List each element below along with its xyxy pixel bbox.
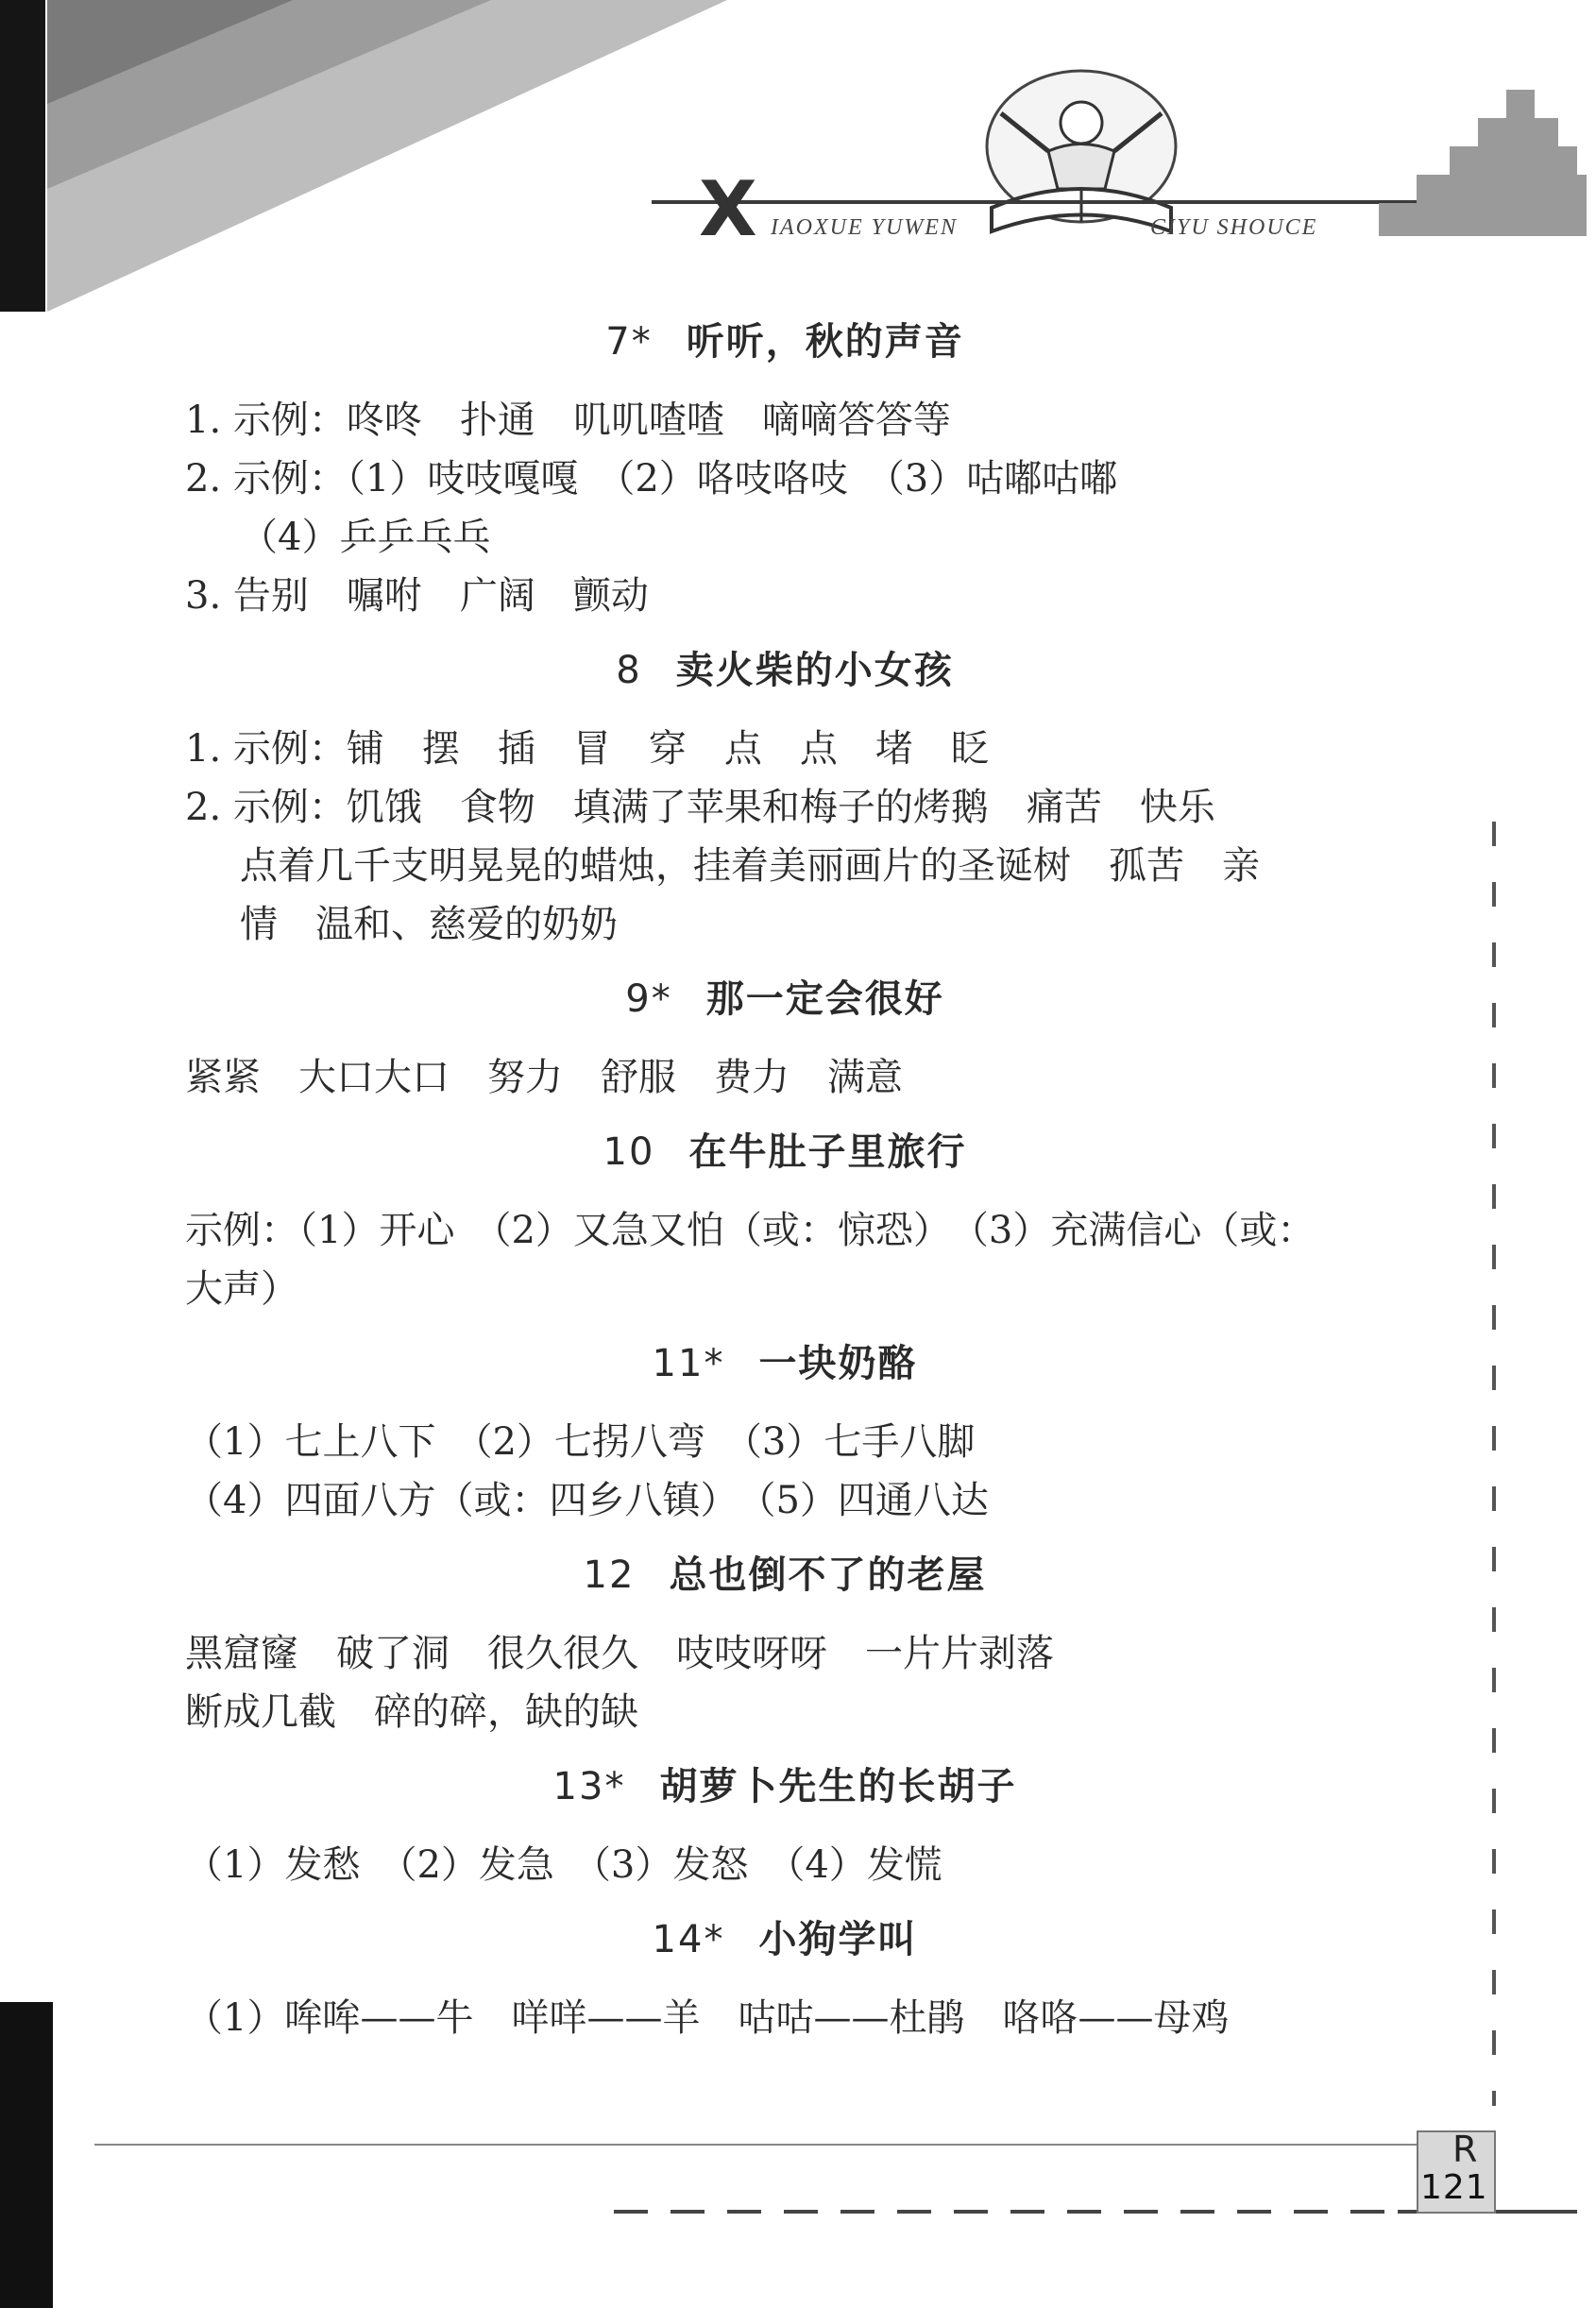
answer-line: 3. 告别 嘱咐 广阔 颤动: [185, 574, 649, 618]
answer-line: 情 温和、慈爱的奶奶: [240, 903, 618, 946]
page-number: 121: [1420, 2168, 1488, 2207]
section-number: 14*: [652, 1918, 725, 1961]
section-title-text: 胡萝卜先生的长胡子: [659, 1765, 1017, 1808]
header-brand-left: IAOXUE YUWEN: [771, 215, 958, 240]
footer-dashed-line: [614, 2210, 1388, 2214]
section-10: [185, 1122, 1384, 1318]
header-steps-graphic: [1379, 90, 1587, 236]
section-14: [185, 1909, 1384, 2047]
answer-line: （1）发愁 （2）发急 （3）发怒 （4）发慌: [185, 1843, 942, 1887]
footer-rule: [94, 2144, 1492, 2146]
section-number: 7*: [605, 320, 653, 364]
section-number: 13*: [552, 1765, 626, 1808]
section-11: [185, 1333, 1384, 1530]
margin-cut-line: [1492, 822, 1496, 2106]
answer-line: 大声）: [185, 1267, 298, 1311]
section-title: [185, 1756, 1384, 1817]
page-edge-shadow-bottom: [0, 2002, 53, 2308]
section-13: [185, 1756, 1384, 1894]
answer-line: 1. 示例：咚咚 扑通 叽叽喳喳 嘀嘀答答等: [185, 399, 951, 442]
section-title-text: 总也倒不了的老屋: [669, 1553, 987, 1597]
answer-line: 示例：（1）开心 （2）又急又怕（或：惊恐） （3）充满信心（或：: [185, 1209, 1316, 1252]
answer-line: 紧紧 大口大口 努力 舒服 费力 满意: [185, 1056, 903, 1099]
section-title: [185, 1545, 1384, 1605]
section-title-text: 一块奶酪: [758, 1342, 918, 1385]
answer-line: （1）七上八下 （2）七拐八弯 （3）七手八脚: [185, 1420, 976, 1464]
section-12: [185, 1545, 1384, 1741]
header-brand-right: CIYU SHOUCE: [1150, 215, 1318, 240]
section-number: 12: [583, 1553, 636, 1597]
section-7: [185, 312, 1384, 625]
section-title-text: 那一定会很好: [705, 977, 944, 1021]
answer-line: 2. 示例：（1）吱吱嘎嘎 （2）咯吱咯吱 （3）咕嘟咕嘟: [185, 457, 1118, 501]
section-9: [185, 969, 1384, 1107]
answer-line: 断成几截 碎的碎，缺的缺: [185, 1690, 638, 1734]
section-title-text: 听听，秋的声音: [686, 320, 964, 364]
answer-line: 1. 示例：铺 摆 插 冒 穿 点 点 堵 眨: [185, 727, 989, 771]
section-8: [185, 640, 1384, 954]
answer-line: 黑窟窿 破了洞 很久很久 吱吱呀呀 一片片剥落: [185, 1632, 1054, 1675]
section-number: 11*: [652, 1342, 725, 1385]
section-title: [185, 640, 1384, 701]
section-title: [185, 1333, 1384, 1394]
edition-mark: R: [1452, 2129, 1478, 2170]
answer-line: （4）乒乒乓乓: [240, 516, 491, 559]
answer-line: 2. 示例：饥饿 食物 填满了苹果和梅子的烤鹅 痛苦 快乐: [185, 786, 1215, 829]
header-logo-letter: X: [699, 165, 757, 253]
section-title: [185, 312, 1384, 372]
answer-content: [185, 312, 1384, 2062]
section-number: 9*: [625, 977, 672, 1021]
section-title: [185, 1122, 1384, 1182]
page-header: [0, 0, 1596, 312]
section-number: 10: [603, 1130, 655, 1174]
answer-line: （4）四面八方（或：四乡八镇） （5）四通八达: [185, 1479, 989, 1522]
section-title: [185, 1909, 1384, 1970]
answer-line: （1）哞哞——牛 咩咩——羊 咕咕——杜鹃 咯咯——母鸡: [185, 1996, 1230, 2040]
section-title-text: 小狗学叫: [758, 1918, 918, 1961]
section-title-text: 在牛肚子里旅行: [688, 1130, 967, 1174]
answer-line: 点着几千支明晃晃的蜡烛，挂着美丽画片的圣诞树 孤苦 亲: [240, 844, 1260, 888]
section-title-text: 卖火柴的小女孩: [675, 649, 954, 692]
header-gray-wedge: [47, 0, 727, 312]
section-title: [185, 969, 1384, 1029]
section-number: 8: [616, 649, 642, 692]
